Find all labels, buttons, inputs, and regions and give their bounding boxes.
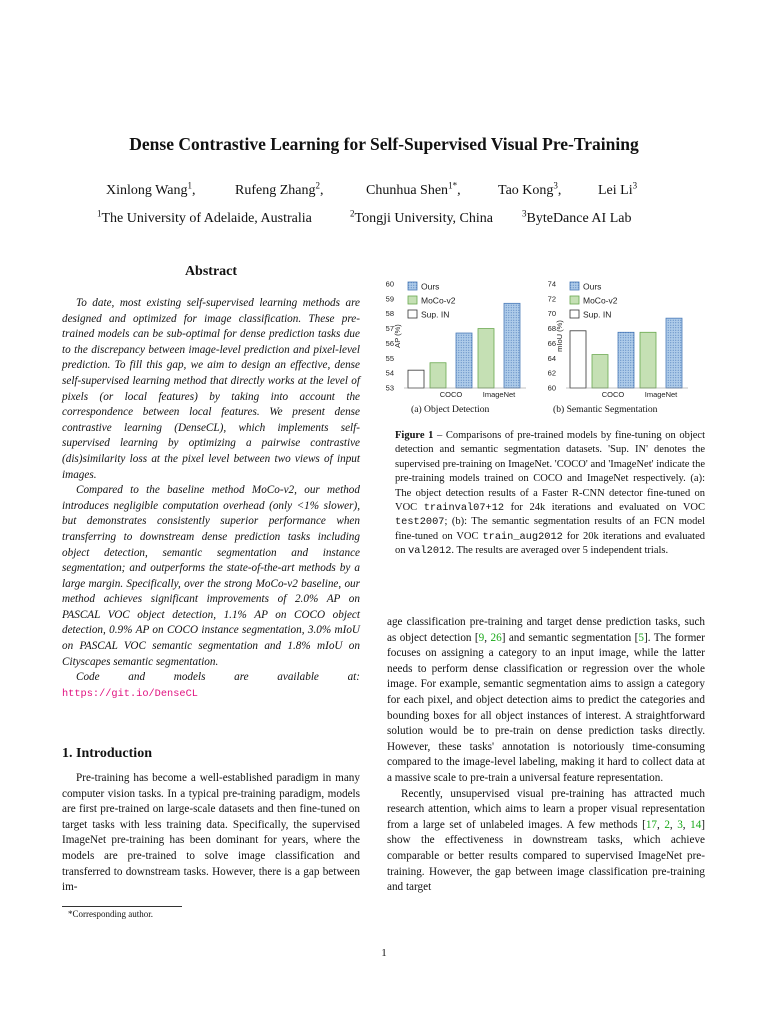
bar-moco-v2 xyxy=(592,355,608,388)
y-axis-label: AP (%) xyxy=(393,324,402,348)
legend-label: MoCo-v2 xyxy=(421,295,456,306)
y-tick-label: 68 xyxy=(547,324,556,334)
y-tick-label: 74 xyxy=(547,279,556,289)
y-tick-label: 54 xyxy=(385,368,394,378)
x-group-label: COCO xyxy=(601,390,625,399)
author-2: Rufeng Zhang$^2$, xyxy=(235,180,324,198)
legend-label: Sup. IN xyxy=(583,309,612,320)
abstract-code-line: Code and models are available at: https://git.io/DenseCL xyxy=(62,671,360,700)
intro-body xyxy=(62,771,360,896)
bar-ours xyxy=(666,318,682,388)
abstract-paragraph: Compared to the baseline method MoCo-v2, our method introduces negligible computation overhead (only <1% slower), but demonstrates consistently superior performance when transferring to downstream dense prediction tasks including object detection, semantic segmentation and instance segmentation; and outperforms the state-of-the-art methods by a large margin. Specifically, over the strong MoCo-v2 baseline, our method achieves significant improvements of 2.0% AP on PASCAL VOC object detection, 1.1% AP on COCO object detection, 0.9% AP on COCO instance segmentation, 3.0% mIoU on PASCAL VOC semantic segmentation and 1.8% mIoU on Cityscapes semantic segmentation. xyxy=(62,484,360,668)
bar-ours xyxy=(504,303,520,388)
citation-link[interactable]: 9 xyxy=(478,631,485,644)
y-tick-label: 60 xyxy=(385,279,394,289)
bar-moco-v2 xyxy=(640,332,656,388)
legend-swatch xyxy=(408,282,417,290)
affiliation-2: $^2$Tongji University, China xyxy=(350,208,493,226)
bar-sup-in xyxy=(570,331,586,388)
y-tick-label: 58 xyxy=(385,309,394,319)
y-tick-label: 57 xyxy=(385,324,394,334)
y-tick-label: 56 xyxy=(385,338,394,348)
y-tick-label: 60 xyxy=(547,383,556,393)
y-axis-label: mIoU (%) xyxy=(555,320,564,352)
x-group-label: COCO xyxy=(439,390,463,399)
bar-ours xyxy=(618,332,634,388)
body-paragraph: age classification pre-training and target dense prediction tasks, such as object detection [9, 26] and semantic segmentation [5]. The former focuses on assigning a category to an input image, while the latter needs to perform dense classification or regression over the whole image. For example, semantic segmentation aims to assign a category for each pixel, and object detection aims to predict the categories and bounding boxes for all object instances of interest. A straightforward solution would be to pre-train on dense prediction tasks directly. However, these tasks' annotation is notoriously time-consuming compared to the image-level labeling, making it hard to collect data at a massive scale to pre-train a universal feature representation. xyxy=(387,616,706,784)
body-paragraph: Recently, unsupervised visual pre-training has attracted much research attention, which aims to learn a proper visual representation from a large set of unlabeled images. A few methods [17, 2, 3, 14] show the effectiveness in downstream tasks, which achieve comparable or better results compared to supervised ImageNet pre-training. However, the gap between image classification pre-training and target xyxy=(387,787,706,894)
bar-moco-v2 xyxy=(430,363,446,388)
legend-label: Ours xyxy=(421,281,440,292)
right-column-body xyxy=(387,615,705,896)
legend-swatch xyxy=(570,310,579,318)
footnote-rule xyxy=(62,906,182,907)
y-tick-label: 53 xyxy=(385,383,394,393)
abstract-body xyxy=(62,296,360,702)
affiliation-3: $^3$ByteDance AI Lab xyxy=(522,208,632,226)
intro-paragraph: Pre-training has become a well-established paradigm in many computer vision tasks. In a typical pre-training paradigm, models are first pre-trained on large-scale datasets and then fine-tuned on target tasks with less training data. Specifically, the supervised ImageNet pre-training has been dominant for years, where the models are pre-trained to solve image classification and transferred to downstream tasks. However, there is a gap between im- xyxy=(62,772,360,894)
bar-ours xyxy=(456,333,472,388)
x-group-label: ImageNet xyxy=(482,390,516,399)
chart-semantic-segmentation xyxy=(532,274,712,402)
abstract-heading: Abstract xyxy=(184,264,238,279)
x-group-label: ImageNet xyxy=(644,390,678,399)
affiliation-1: $^1$The University of Adelaide, Australia xyxy=(97,208,312,226)
y-tick-label: 72 xyxy=(547,294,556,304)
y-tick-label: 62 xyxy=(547,368,556,378)
legend-label: Sup. IN xyxy=(421,309,450,320)
author-1: Xinlong Wang$^1$, xyxy=(106,180,196,198)
intro-heading: 1. Introduction xyxy=(62,746,152,761)
citation-link[interactable]: 2 xyxy=(664,818,670,831)
subcaption-b: (b) Semantic Segmentation xyxy=(553,404,658,415)
y-tick-label: 59 xyxy=(385,294,394,304)
code-link[interactable]: https://git.io/DenseCL xyxy=(62,687,198,700)
author-4: Tao Kong$^3$, xyxy=(498,180,562,198)
citation-link[interactable]: 14 xyxy=(690,818,702,831)
citation-link[interactable]: 26 xyxy=(490,631,502,644)
y-tick-label: 70 xyxy=(547,309,556,319)
y-tick-label: 55 xyxy=(385,353,394,363)
paper-title: Dense Contrastive Learning for Self-Supervised Visual Pre-Training xyxy=(129,134,639,154)
legend-swatch xyxy=(570,282,579,290)
bar-sup-in xyxy=(408,370,424,388)
chart-object-detection xyxy=(370,274,540,402)
page-number: 1 xyxy=(381,947,387,959)
legend-swatch xyxy=(570,296,579,304)
author-3: Chunhua Shen$^{1*}$, xyxy=(366,180,461,198)
footnote: *Corresponding author. xyxy=(68,909,153,919)
bar-moco-v2 xyxy=(478,329,494,388)
subcaption-a: (a) Object Detection xyxy=(411,404,490,415)
citation-link[interactable]: 5 xyxy=(638,631,644,644)
legend-label: MoCo-v2 xyxy=(583,295,618,306)
y-tick-label: 66 xyxy=(547,338,556,348)
legend-swatch xyxy=(408,310,417,318)
author-5: Lei Li$^3$ xyxy=(598,180,638,198)
abstract-paragraph: To date, most existing self-supervised learning methods are designed and optimized for image classification. These pre-trained models can be sub-optimal for dense prediction tasks due to the discrepancy between image-level prediction and pixel-level prediction. To fill this gap, we aim to design an effective, dense self-supervised learning method that directly works at the level of pixels (or local features) by taking into account the correspondence between local features. We present dense contrastive learning (DenseCL), which implements self-supervised learning by optimizing a pairwise contrastive (dis)similarity loss at the pixel level between two views of input images. xyxy=(62,297,360,481)
legend-swatch xyxy=(408,296,417,304)
figure-caption: Figure 1 – Comparisons of pre-trained models by fine-tuning on object detection and semantic segmentation datasets. 'Sup. IN' denotes the supervised pre-training on ImageNet. 'COCO' and 'ImageNet' indicate the pre-training models trained on COCO and ImageNet respectively. (a): The object detection results of a Faster R-CNN detector fine-tuned on VOC trainval07+12 for 24k iterations and evaluated on VOC test2007; (b): The semantic segmentation results of an FCN model fine-tuned on VOC train_aug2012 for 20k iterations and evaluated on val2012. The results are averaged over 5 independent trials. xyxy=(395,430,706,558)
citation-link[interactable]: 3 xyxy=(677,818,683,831)
y-tick-label: 64 xyxy=(547,353,556,363)
citation-link[interactable]: 17 xyxy=(645,818,658,831)
legend-label: Ours xyxy=(583,281,602,292)
